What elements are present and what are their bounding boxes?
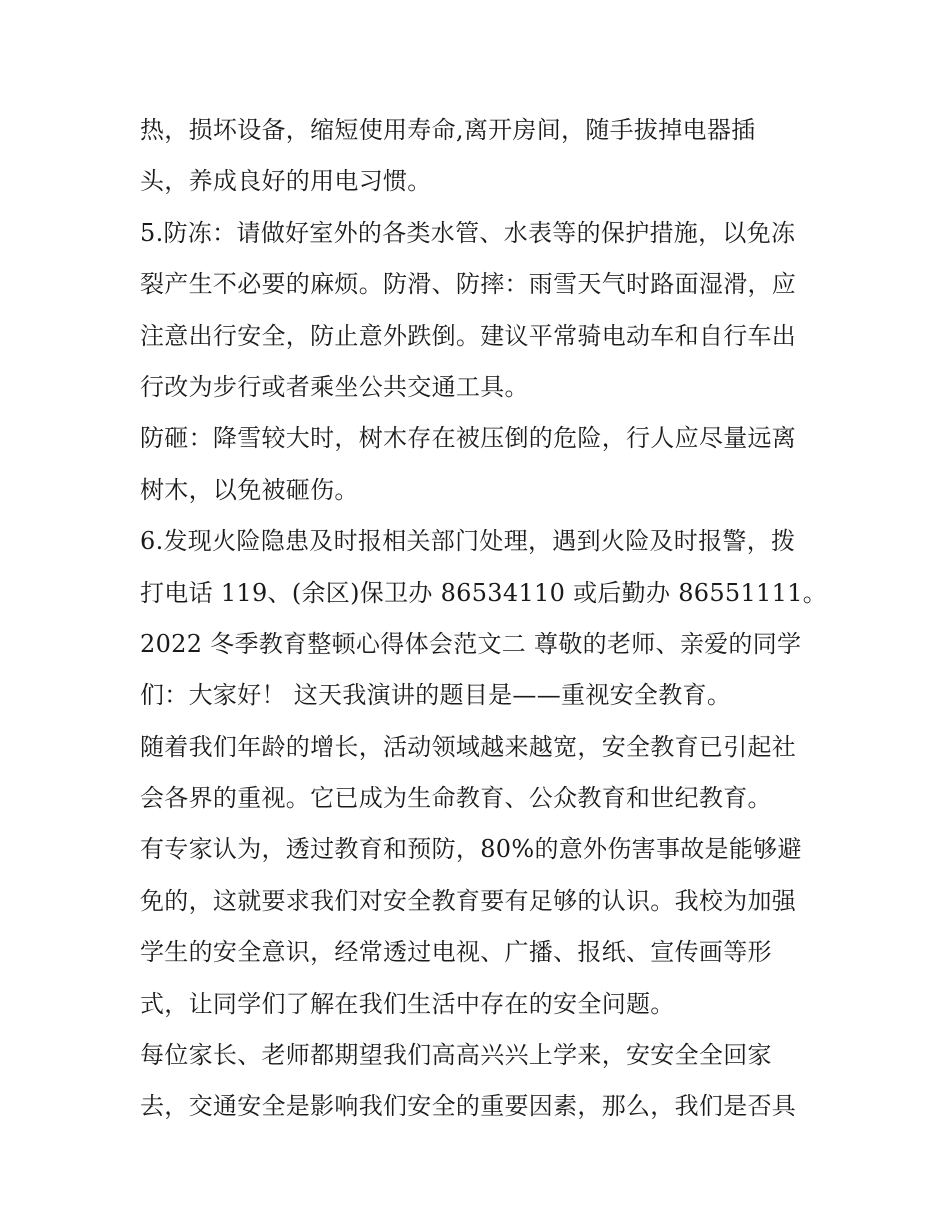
text-line: 打电话 119、(余区)保卫办 86534110 或后勤办 86551111。: [140, 578, 828, 607]
text-line: 热，损坏设备，缩短使用寿命,离开房间，随手拔掉电器插: [140, 116, 756, 144]
text-line: 每位家长、老师都期望我们高高兴兴上学来，安安全全回家: [140, 1041, 772, 1070]
text-line: 树木，以免被砸伤。: [140, 475, 359, 504]
text-line: 注意出行安全，防止意外跌倒。建议平常骑电动车和自行车出: [140, 321, 797, 350]
text-line: 们：大家好！ 这天我演讲的题目是——重视安全教育。: [140, 681, 732, 710]
text-line: 裂产生不必要的麻烦。防滑、防摔：雨雪天气时路面湿滑，应: [140, 270, 797, 299]
text-line: 6.发现火险隐患及时报相关部门处理，遇到火险及时报警，拨: [140, 527, 796, 556]
text-line: 随着我们年龄的增长，活动领域越来越宽，安全教育已引起社: [140, 732, 797, 761]
text-line: 头，养成良好的用电习惯。: [140, 167, 432, 196]
text-line: 会各界的重视。它已成为生命教育、公众教育和世纪教育。: [140, 784, 772, 813]
text-line: 2022 冬季教育整顿心得体会范文二 尊敬的老师、亲爱的同学: [140, 629, 802, 658]
text-line: 学生的安全意识，经常透过电视、广播、报纸、宣传画等形: [140, 938, 772, 967]
text-line: 5.防冻：请做好室外的各类水管、水表等的保护措施，以免冻: [140, 218, 796, 247]
text-line: 去，交通安全是影响我们安全的重要因素，那么，我们是否具: [140, 1092, 797, 1121]
text-line: 免的，这就要求我们对安全教育要有足够的认识。我校为加强: [140, 886, 797, 915]
text-line: 式，让同学们了解在我们生活中存在的安全问题。: [140, 989, 675, 1018]
text-line: 行改为步行或者乘坐公共交通工具。: [140, 372, 529, 401]
text-line: 防砸：降雪较大时，树木存在被压倒的危险，行人应尽量远离: [140, 424, 797, 453]
body-text: [140, 105, 828, 1133]
text-line: 有专家认为，透过教育和预防，80%的意外伤害事故是能够避: [140, 835, 802, 864]
